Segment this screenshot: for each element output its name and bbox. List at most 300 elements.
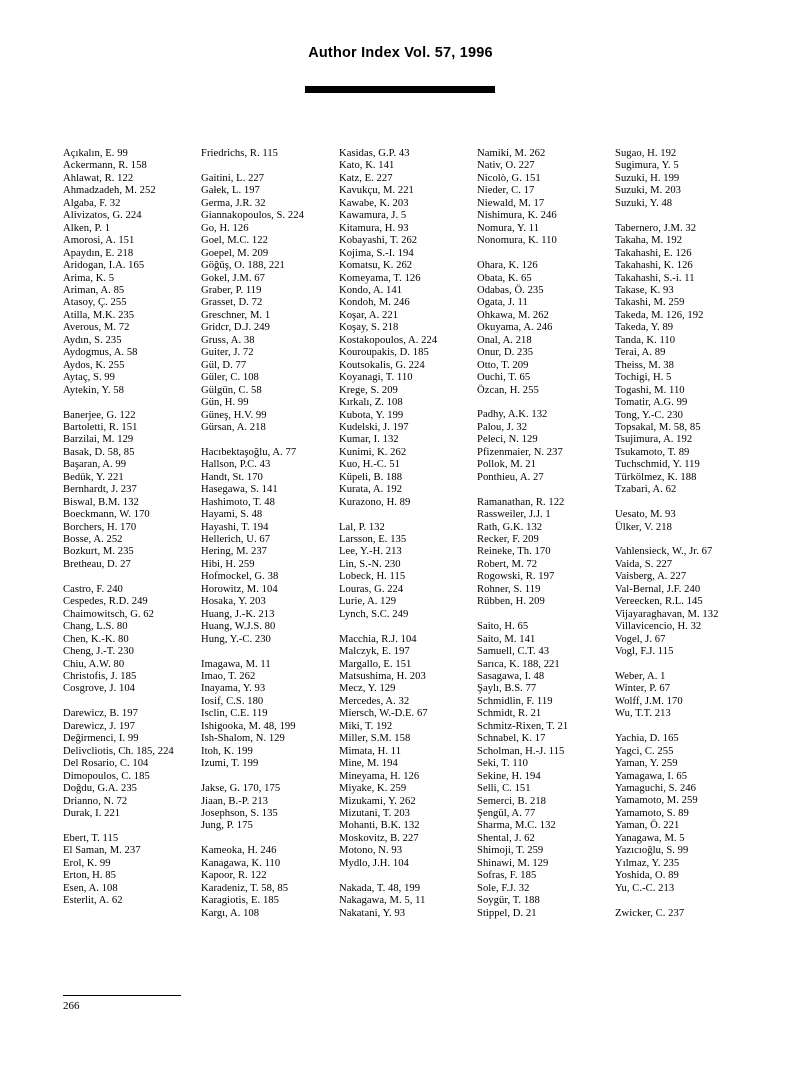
index-entry: Sharma, M.C. 132 <box>477 820 556 832</box>
index-entry: Nicolò, G. 151 <box>477 172 541 184</box>
index-entry: Niewald, M. 17 <box>477 197 545 209</box>
index-entry: Nakagawa, M. 5, 11 <box>339 895 426 907</box>
index-entry: Terai, A. 89 <box>615 347 666 359</box>
index-entry: Erol, K. 99 <box>63 857 111 869</box>
index-entry: Kondo, A. 141 <box>339 284 403 296</box>
index-entry: Aydın, S. 235 <box>63 334 122 346</box>
index-entry: Barzilai, M. 129 <box>63 434 134 446</box>
index-entry: Cosgrove, J. 104 <box>63 683 136 695</box>
index-entry: Huang, J.-K. 213 <box>201 608 275 620</box>
index-entry: Lurie, A. 129 <box>339 596 397 608</box>
index-entry: Goel, M.C. 122 <box>201 235 268 247</box>
index-entry: Handt, St. 170 <box>201 471 263 483</box>
index-entry: Jakse, G. 170, 175 <box>201 783 281 795</box>
index-entry: Macchia, R.J. 104 <box>339 633 417 645</box>
index-entry: Nakatani, Y. 93 <box>339 907 406 919</box>
index-entry: Vaida, S. 227 <box>615 558 673 570</box>
index-entry: Imao, T. 262 <box>201 670 256 682</box>
index-entry: Sugimura, Y. 5 <box>615 160 679 172</box>
index-entry: Val-Bernal, J.F. 240 <box>615 583 701 595</box>
index-entry: Arima, K. 5 <box>63 272 115 284</box>
index-entry: Tong, Y.-C. 230 <box>615 409 683 421</box>
index-entry: Darewicz, J. 197 <box>63 720 135 732</box>
index-entry: Amorosi, A. 151 <box>63 235 135 247</box>
index-entry: Algaba, F. 32 <box>63 197 121 209</box>
index-entry: Palou, J. 32 <box>477 421 528 433</box>
index-entry: Soygür, T. 188 <box>477 895 540 907</box>
index-entry: Delivcliotis, Ch. 185, 224 <box>63 745 174 757</box>
index-entry: Kargı, A. 108 <box>201 907 260 919</box>
index-entry: Del Rosario, C. 104 <box>63 758 149 770</box>
index-entry: Esen, A. 108 <box>63 882 118 894</box>
index-entry: Hibi, H. 259 <box>201 558 255 570</box>
title-rule <box>305 86 495 93</box>
index-entry: Sasagawa, I. 48 <box>477 670 545 682</box>
index-entry: Şengül, A. 77 <box>477 807 536 819</box>
index-entry: Huang, W.J.S. 80 <box>201 621 276 633</box>
index-entry: Aydos, K. 255 <box>63 359 125 371</box>
index-entry: Shental, J. 62 <box>477 832 535 844</box>
index-column-3 <box>339 148 477 920</box>
index-entry: Basak, D. 58, 85 <box>63 446 135 458</box>
page-number: 266 <box>63 1000 80 1012</box>
index-entry: Tuchschmid, Y. 119 <box>615 459 700 471</box>
index-entry: Miller, S.M. 158 <box>339 733 411 745</box>
index-entry: Hosaka, Y. 203 <box>201 596 266 608</box>
index-entry: Motono, N. 93 <box>339 845 403 857</box>
index-entry: Sole, F.J. 32 <box>477 882 530 894</box>
letter-group-gap <box>615 895 753 907</box>
index-entry: Hayami, S. 48 <box>201 509 263 521</box>
index-entry: Esterlit, A. 62 <box>63 895 123 907</box>
index-entry: Yamamoto, M. 259 <box>615 795 698 807</box>
index-entry: Kato, K. 141 <box>339 160 395 172</box>
index-entry: Villavicencio, H. 32 <box>615 621 702 633</box>
index-entry: Kobayashi, T. 262 <box>339 235 418 247</box>
index-entry: Miersch, W.-D.E. 67 <box>339 708 428 720</box>
index-entry: Selli, C. 151 <box>477 783 531 795</box>
index-entry: Yazıcıoğlu, S. 99 <box>615 845 689 857</box>
index-entry: Kojima, S.-I. 194 <box>339 247 414 259</box>
letter-group-gap <box>477 397 615 409</box>
index-entry: Takeda, Y. 89 <box>615 322 674 334</box>
index-entry: Greschner, M. 1 <box>201 309 271 321</box>
index-entry: Atilla, M.K. 235 <box>63 309 135 321</box>
index-entry: Iosif, C.S. 180 <box>201 695 264 707</box>
index-entry: Moskovitz, B. 227 <box>339 832 419 844</box>
index-entry: Gridcr, D.J. 249 <box>201 322 270 334</box>
index-entry: Zwicker, C. 237 <box>615 907 685 919</box>
index-entry: Robert, M. 72 <box>477 558 538 570</box>
index-entry: Karadeniz, T. 58, 85 <box>201 882 289 894</box>
index-entry: Tsujimura, A. 192 <box>615 434 693 446</box>
index-entry: Alivizatos, G. 224 <box>63 210 142 222</box>
index-entry: Shinawi, M. 129 <box>477 857 549 869</box>
index-entry: Horowitz, M. 104 <box>201 583 278 595</box>
index-entry: Bernhardt, J. 237 <box>63 484 137 496</box>
index-entry: Ahlawat, R. 122 <box>63 172 134 184</box>
index-entry: Jung, P. 175 <box>201 820 253 832</box>
index-entry: Pfizenmaier, N. 237 <box>477 446 563 458</box>
index-entry: Tanda, K. 110 <box>615 334 676 346</box>
index-entry: Tomatir, A.G. 99 <box>615 397 688 409</box>
letter-group-gap <box>201 646 339 658</box>
index-entry: Otto, T. 209 <box>477 359 529 371</box>
index-entry: Komatsu, K. 262 <box>339 260 413 272</box>
index-entry: Hashimoto, T. 48 <box>201 496 275 508</box>
index-entry: Bartoletti, R. 151 <box>63 421 138 433</box>
index-entry: Kurata, A. 192 <box>339 484 403 496</box>
index-entry: Aytaç, S. 99 <box>63 372 116 384</box>
index-entry: Saito, H. 65 <box>477 621 529 633</box>
index-entry: Kumar, I. 132 <box>339 434 399 446</box>
letter-group-gap <box>615 210 753 222</box>
index-entry: Mine, M. 194 <box>339 758 398 770</box>
index-entry: Hallson, P.C. 43 <box>201 459 271 471</box>
index-entry: Sekine, H. 194 <box>477 770 541 782</box>
letter-group-gap <box>63 397 201 409</box>
page-title: Author Index Vol. 57, 1996 <box>308 45 493 61</box>
letter-group-gap <box>201 434 339 446</box>
index-entry: Ish-Shalom, N. 129 <box>201 733 285 745</box>
index-entry: Gün, H. 99 <box>201 397 249 409</box>
index-entry: Kavukçu, M. 221 <box>339 185 414 197</box>
letter-group-gap <box>615 497 753 509</box>
letter-group-gap <box>63 820 201 832</box>
index-entry: Kudelski, J. 197 <box>339 421 409 433</box>
letter-group-gap <box>339 870 477 882</box>
index-entry: Isclin, C.E. 119 <box>201 708 268 720</box>
index-entry: Borchers, H. 170 <box>63 521 137 533</box>
index-entry: Kunimi, K. 262 <box>339 446 407 458</box>
index-entry: Imagawa, M. 11 <box>201 658 271 670</box>
index-entry: Hofmockel, G. 38 <box>201 571 279 583</box>
index-entry: Başaran, A. 99 <box>63 459 127 471</box>
index-entry: Tsukamoto, T. 89 <box>615 446 690 458</box>
index-entry: Rassweiler, J.J. 1 <box>477 509 551 521</box>
index-entry: Lynch, S.C. 249 <box>339 608 409 620</box>
index-entry: Weber, A. 1 <box>615 670 666 682</box>
index-entry: Uesato, M. 93 <box>615 509 676 521</box>
index-entry: Durak, I. 221 <box>63 807 121 819</box>
index-entry: Vereecken, R.L. 145 <box>615 596 703 608</box>
index-entry: Schmidlin, F. 119 <box>477 695 553 707</box>
index-entry: Güler, C. 108 <box>201 372 259 384</box>
index-entry: Hering, M. 237 <box>201 546 268 558</box>
index-entry: Mydlo, J.H. 104 <box>339 857 409 869</box>
index-entry: Kasidas, G.P. 43 <box>339 148 410 159</box>
index-entry: Yachia, D. 165 <box>615 733 679 745</box>
index-entry: Chen, K.-K. 80 <box>63 633 129 645</box>
index-entry: Sarıca, K. 188, 221 <box>477 658 560 670</box>
index-entry: Suzuki, M. 203 <box>615 185 682 197</box>
index-entry: Ahmadzadeh, M. 252 <box>63 185 156 197</box>
index-entry: Boeckmann, W. 170 <box>63 509 150 521</box>
index-entry: Sugao, H. 192 <box>615 148 677 159</box>
index-entry: Hasegawa, S. 141 <box>201 484 278 496</box>
index-entry: Castro, F. 240 <box>63 583 123 595</box>
index-entry: Alken, P. 1 <box>63 222 111 234</box>
index-entry: Bretheau, D. 27 <box>63 558 131 570</box>
index-entry: Yu, C.-C. 213 <box>615 882 675 894</box>
index-entry: Küpeli, B. 188 <box>339 471 403 483</box>
index-entry: Değirmenci, I. 99 <box>63 733 139 745</box>
index-column-5 <box>615 148 753 920</box>
index-entry: Larsson, E. 135 <box>339 534 407 546</box>
index-entry: Tabernero, J.M. 32 <box>615 222 697 234</box>
index-entry: Bozkurt, M. 235 <box>63 546 134 558</box>
index-entry: Mercedes, A. 32 <box>339 695 410 707</box>
index-entry: Göğüş, O. 188, 221 <box>201 260 285 272</box>
index-entry: Atasoy, Ç. 255 <box>63 297 127 309</box>
index-entry: Kapoor, R. 122 <box>201 870 267 882</box>
index-entry: Nativ, O. 227 <box>477 160 535 172</box>
index-entry: Yaman, Y. 259 <box>615 758 678 770</box>
index-entry: Friedrichs, R. 115 <box>201 148 279 159</box>
index-entry: Dimopoulos, C. 185 <box>63 770 150 782</box>
index-entry: Vahlensieck, W., Jr. 67 <box>615 546 713 558</box>
index-entry: Erton, H. 85 <box>63 870 116 882</box>
index-entry: Takase, K. 93 <box>615 284 674 296</box>
letter-group-gap <box>63 571 201 583</box>
index-entry: Hung, Y.-C. 230 <box>201 633 271 645</box>
index-entry: Gaitini, L. 227 <box>201 172 265 184</box>
index-column-4 <box>477 148 615 920</box>
index-entry: Margallo, E. 151 <box>339 658 412 670</box>
index-entry: Mohanti, B.K. 132 <box>339 820 420 832</box>
letter-group-gap <box>201 833 339 845</box>
index-entry: Schmitz-Rixen, T. 21 <box>477 720 569 732</box>
index-entry: Bedük, Y. 221 <box>63 471 124 483</box>
index-entry: Seki, T. 110 <box>477 758 529 770</box>
index-entry: Chang, L.S. 80 <box>63 621 128 633</box>
index-entry: Suzuki, Y. 48 <box>615 197 673 209</box>
index-entry: Gokel, J.M. 67 <box>201 272 265 284</box>
index-entry: Kostakopoulos, A. 224 <box>339 334 438 346</box>
index-entry: Biswal, B.M. 132 <box>63 496 139 508</box>
index-entry: Bosse, A. 252 <box>63 534 123 546</box>
index-entry: Jiaan, B.-P. 213 <box>201 795 269 807</box>
index-entry: Kouroupakis, D. 185 <box>339 347 429 359</box>
index-entry: Ülker, V. 218 <box>615 521 672 533</box>
index-entry: Yamamoto, S. 89 <box>615 807 689 819</box>
index-entry: Yamaguchi, S. 246 <box>615 783 696 795</box>
index-entry: Aytekin, Y. 58 <box>63 384 124 396</box>
index-entry: Doğdu, G.A. 235 <box>63 783 138 795</box>
index-entry: Kuo, H.-C. 51 <box>339 459 400 471</box>
index-entry: Semerci, B. 218 <box>477 795 547 807</box>
index-entry: Apaydın, E. 218 <box>63 247 134 259</box>
index-entry: Goepel, M. 209 <box>201 247 269 259</box>
letter-group-gap <box>477 484 615 496</box>
index-entry: Tochigi, H. 5 <box>615 372 672 384</box>
letter-group-gap <box>339 621 477 633</box>
index-entry: Şaylı, B.S. 77 <box>477 683 537 695</box>
index-entry: Kameoka, H. 246 <box>201 845 277 857</box>
letter-group-gap <box>201 160 339 172</box>
index-entry: Lin, S.-N. 230 <box>339 558 401 570</box>
index-entry: Nomura, Y. 11 <box>477 222 540 234</box>
index-entry: Koyanagi, T. 110 <box>339 372 413 384</box>
index-entry: Aydogmus, A. 58 <box>63 347 138 359</box>
index-entry: Hacıbektaşoğlu, A. 77 <box>201 446 297 458</box>
index-entry: Nishimura, K. 246 <box>477 210 557 222</box>
index-entry: Obata, K. 65 <box>477 272 532 284</box>
index-entry: Mizukami, Y. 262 <box>339 795 416 807</box>
index-entry: Gürsan, A. 218 <box>201 421 266 433</box>
index-entry: Onur, D. 235 <box>477 347 534 359</box>
index-entry: Recker, F. 209 <box>477 534 539 545</box>
index-entry: Komeyama, T. 126 <box>339 272 421 284</box>
index-entry: Pollok, M. 21 <box>477 459 536 471</box>
index-entry: Yagci, C. 255 <box>615 745 674 757</box>
index-entry: Okuyama, A. 246 <box>477 322 553 334</box>
index-entry: Banerjee, G. 122 <box>63 409 136 421</box>
index-entry: Koşay, S. 218 <box>339 322 399 334</box>
index-entry: Tzabari, A. 62 <box>615 484 677 496</box>
index-entry: Chaimowitsch, G. 62 <box>63 608 154 620</box>
index-entry: Vaisberg, A. 227 <box>615 571 687 583</box>
index-entry: Vogl, F.J. 115 <box>615 646 674 658</box>
index-entry: Ogata, J. 11 <box>477 297 528 309</box>
index-entry: Wu, T.T. 213 <box>615 708 671 720</box>
index-entry: Louras, G. 224 <box>339 583 404 595</box>
index-entry: Christofis, J. 185 <box>63 671 137 682</box>
letter-group-gap <box>615 659 753 671</box>
index-entry: Rogowski, R. 197 <box>477 571 555 583</box>
index-entry: Guiter, J. 72 <box>201 347 254 359</box>
index-entry: Takaha, M. 192 <box>615 235 683 247</box>
index-entry: Karagiotis, E. 185 <box>201 895 279 907</box>
index-columns <box>63 148 753 920</box>
index-entry: Averous, M. 72 <box>63 322 130 334</box>
index-entry: Aridogan, I.A. 165 <box>63 260 145 272</box>
index-entry: Hellerich, U. 67 <box>201 534 271 546</box>
index-entry: Kondoh, M. 246 <box>339 297 410 309</box>
index-entry: Lee, Y.-H. 213 <box>339 546 402 558</box>
index-entry: Go, H. 126 <box>201 222 249 234</box>
index-entry: Germa, J.R. 32 <box>201 197 266 209</box>
index-entry: Scholman, H.-J. 115 <box>477 745 565 757</box>
letter-group-gap <box>201 771 339 783</box>
index-entry: Kanagawa, K. 110 <box>201 857 281 869</box>
index-entry: Kırkalı, Z. 108 <box>339 397 403 409</box>
index-entry: Inayama, Y. 93 <box>201 683 266 695</box>
index-entry: Chiu, A.W. 80 <box>63 658 125 670</box>
index-entry: Schnabel, K. 17 <box>477 733 546 745</box>
index-entry: Togashi, M. 110 <box>615 384 685 396</box>
index-entry: Hayashi, T. 194 <box>201 521 269 533</box>
index-entry: Açıkalın, E. 99 <box>63 148 128 159</box>
index-entry: Topsakal, M. 58, 85 <box>615 421 701 433</box>
index-entry: Saito, M. 141 <box>477 633 536 645</box>
index-entry: Krege, S. 209 <box>339 384 398 396</box>
index-entry: Miki, T. 192 <box>339 720 393 732</box>
index-entry: Sofras, F. 185 <box>477 870 537 882</box>
index-entry: Yoshida, O. 89 <box>615 870 679 882</box>
index-entry: Mineyama, H. 126 <box>339 770 420 782</box>
index-entry: Kubota, Y. 199 <box>339 409 404 421</box>
index-entry: Cespedes, R.D. 249 <box>63 596 148 608</box>
index-entry: Ramanathan, R. 122 <box>477 496 565 508</box>
index-entry: Güneş, H.V. 99 <box>201 409 267 421</box>
index-entry: Namiki, M. 262 <box>477 148 546 159</box>
index-entry: Shimoji, T. 259 <box>477 845 544 857</box>
index-entry: Theiss, M. 38 <box>615 359 674 371</box>
index-entry: Reineke, Th. 170 <box>477 546 551 558</box>
index-entry: Ohara, K. 126 <box>477 260 538 272</box>
index-entry: Cheng, J.-T. 230 <box>63 646 134 658</box>
index-entry: Padhy, A.K. 132 <box>477 409 548 421</box>
index-entry: Kitamura, H. 93 <box>339 222 409 234</box>
index-entry: Ohkawa, M. 262 <box>477 309 549 321</box>
index-entry: Schmidt, R. 21 <box>477 708 542 720</box>
index-entry: Matsushima, H. 203 <box>339 671 426 682</box>
letter-group-gap <box>339 509 477 521</box>
index-entry: Türkölmez, K. 188 <box>615 471 697 483</box>
index-entry: Kurazono, H. 89 <box>339 496 411 508</box>
index-entry: Yamagawa, I. 65 <box>615 770 688 782</box>
index-entry: Wolff, J.M. 170 <box>615 695 683 707</box>
index-entry: Ishigooka, M. 48, 199 <box>201 720 296 732</box>
index-entry: Ebert, T. 115 <box>63 832 119 844</box>
index-entry: Lal, P. 132 <box>339 521 385 533</box>
index-entry: Gruss, A. 38 <box>201 334 255 346</box>
index-entry: El Saman, M. 237 <box>63 845 141 857</box>
index-entry: Peleci, N. 129 <box>477 434 538 446</box>
index-entry: Ariman, A. 85 <box>63 284 125 296</box>
index-entry: Odabas, Ö. 235 <box>477 284 544 296</box>
index-entry: Ouchi, T. 65 <box>477 372 531 384</box>
index-entry: Yanagawa, M. 5 <box>615 832 685 844</box>
letter-group-gap <box>477 248 615 260</box>
letter-group-gap <box>477 609 615 621</box>
index-entry: Graber, P. 119 <box>201 284 262 296</box>
index-entry: Yılmaz, Y. 235 <box>615 857 680 869</box>
index-entry: Ackermann, R. 158 <box>63 160 147 172</box>
index-entry: Drianno, N. 72 <box>63 795 128 807</box>
index-entry: Mimata, H. 11 <box>339 745 402 757</box>
index-entry: Giannakopoulos, S. 224 <box>201 210 304 222</box>
index-entry: Nakada, T. 48, 199 <box>339 882 421 894</box>
index-entry: Miyake, K. 259 <box>339 783 407 795</box>
letter-group-gap <box>615 534 753 546</box>
index-entry: Josephson, S. 135 <box>201 807 278 819</box>
index-entry: Lobeck, H. 115 <box>339 571 406 583</box>
index-entry: Samuell, C.T. 43 <box>477 646 550 658</box>
index-entry: Gałek, L. 197 <box>201 185 260 197</box>
index-entry: Takashi, M. 259 <box>615 297 685 309</box>
index-entry: Stippel, D. 21 <box>477 907 537 919</box>
footer-rule <box>63 995 181 996</box>
index-entry: Koutsokalis, G. 224 <box>339 359 425 371</box>
index-column-1 <box>63 148 201 908</box>
index-entry: Suzuki, H. 199 <box>615 172 680 184</box>
index-entry: Koşar, A. 221 <box>339 309 399 321</box>
index-entry: Ponthieu, A. 27 <box>477 471 544 483</box>
index-entry: Darewicz, B. 197 <box>63 708 138 720</box>
index-entry: Vogel, J. 67 <box>615 633 666 645</box>
index-entry: Izumi, T. 199 <box>201 758 259 770</box>
index-entry: Nonomura, K. 110 <box>477 235 557 247</box>
index-entry: Grasset, D. 72 <box>201 297 263 309</box>
index-entry: Gül, D. 77 <box>201 359 247 371</box>
index-entry: Malczyk, E. 197 <box>339 646 410 658</box>
index-entry: Rath, G.K. 132 <box>477 521 543 533</box>
index-entry: Kawamura, J. 5 <box>339 210 407 222</box>
index-entry: Winter, P. 67 <box>615 683 671 695</box>
index-entry: Takahashi, S.-i. 11 <box>615 272 695 284</box>
